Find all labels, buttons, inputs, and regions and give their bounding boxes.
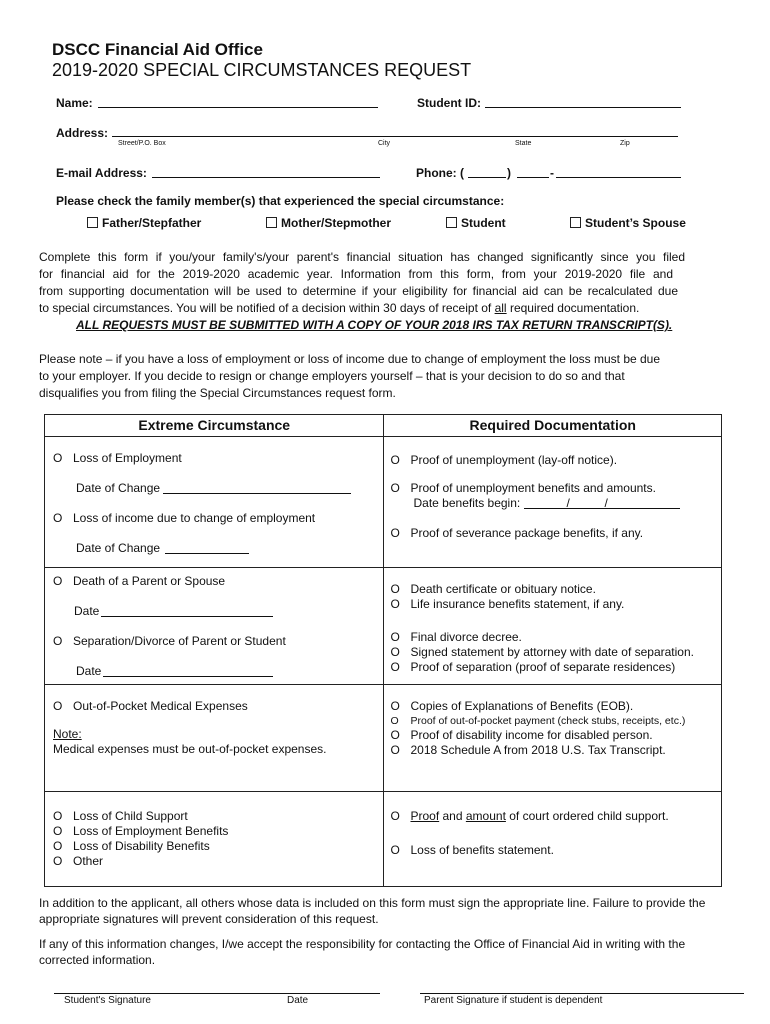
proof-benefits-item: O Proof of unemployment benefits and amounts.: [390, 481, 656, 495]
row4-right: [384, 792, 722, 887]
checkbox-icon[interactable]: [446, 217, 457, 228]
date-label: Date: [287, 995, 309, 1006]
name-field[interactable]: [98, 107, 378, 108]
name-label: Name:: [56, 96, 93, 110]
checkbox-icon[interactable]: [570, 217, 581, 228]
form-title: 2019-2020 SPECIAL CIRCUMSTANCES REQUEST: [52, 60, 472, 80]
date-of-change-2-field[interactable]: [165, 553, 249, 554]
death-certificate-item: O Death certificate or obituary notice.: [390, 582, 596, 596]
row1-left: [45, 437, 384, 568]
eob-item: O Copies of Explanations of Benefits (EOB).: [390, 699, 634, 713]
checkbox-icon[interactable]: [87, 217, 98, 228]
option-mother[interactable]: Mother/Stepmother: [266, 216, 391, 230]
email-label: E-mail Address:: [56, 166, 147, 180]
attorney-statement-item: O Signed statement by attorney with date of separation.: [390, 645, 694, 659]
student-signature-field[interactable]: [54, 993, 380, 994]
medical-expenses-option[interactable]: O Out-of-Pocket Medical Expenses: [53, 699, 248, 713]
parent-signature-field[interactable]: [420, 993, 744, 994]
row3-right: [384, 685, 722, 792]
proof-separation-item: O Proof of separation (proof of separate residences): [390, 660, 676, 674]
date-benefits-field[interactable]: [524, 508, 680, 509]
row1-right: [384, 437, 722, 568]
date-of-change-1-field[interactable]: [163, 493, 351, 494]
life-insurance-item: O Life insurance benefits statement, if any.: [390, 597, 625, 611]
note-line-2: to your employer. If you decide to resign or change employers yourself – that is your decision to do so and that: [39, 369, 625, 383]
checkbox-icon[interactable]: [266, 217, 277, 228]
phone-line-field[interactable]: [556, 177, 681, 178]
option-spouse[interactable]: Student’s Spouse: [570, 216, 686, 230]
medical-note-label: Note:: [53, 727, 82, 741]
intro-line-1: Complete this form if you/your family's/your parent's financial situation has changed significantly since you filed: [39, 250, 685, 264]
phone-paren: ): [507, 166, 511, 180]
intro-line-3: from supporting documentation will be used to determine if your eligibility for financial aid can be recalculated due: [39, 284, 678, 298]
state-hint: State: [515, 140, 532, 147]
schedule-a-item: O 2018 Schedule A from 2018 U.S. Tax Transcript.: [390, 743, 666, 757]
loss-of-income-option[interactable]: O Loss of income due to change of employment: [53, 511, 316, 525]
date-slash-1: /: [566, 496, 570, 510]
city-hint: City: [378, 140, 391, 147]
intro-line-2: for financial aid for the 2019-2020 academic year. Information from this form, from your 2019-2020 file and: [39, 267, 673, 281]
circumstances-table: [44, 414, 722, 887]
separation-date-label: Date: [76, 664, 102, 678]
loss-disability-benefits-option[interactable]: O Loss of Disability Benefits: [53, 839, 210, 853]
footer-p2-line1: If any of this information changes, I/we accept the responsibility for contacting the Office of Financial Aid in writing with the: [39, 937, 686, 951]
footer-p2-line2: corrected information.: [39, 953, 156, 967]
other-option[interactable]: O Other: [53, 854, 104, 868]
row3-left: [45, 685, 384, 792]
family-prompt: Please check the family member(s) that experienced the special circumstance:: [56, 194, 505, 208]
zip-hint: Zip: [620, 140, 630, 147]
disability-proof-item: O Proof of disability income for disabled person.: [390, 728, 653, 742]
footer-p1-line1: In addition to the applicant, all others whose data is included on this form must sign the appropriate line. Failure to provide the: [39, 896, 706, 910]
loss-child-support-option[interactable]: O Loss of Child Support: [53, 809, 188, 823]
loss-of-employment-option[interactable]: O Loss of Employment: [53, 451, 182, 465]
note-line-3: disqualifies you from filing the Special Circumstances request form.: [39, 386, 396, 400]
date-of-change-1: Date of Change: [76, 481, 161, 495]
oop-payment-item: O Proof of out-of-pocket payment (check stubs, receipts, etc.): [390, 715, 686, 727]
student-id-label: Student ID:: [417, 96, 481, 110]
option-father[interactable]: Father/Stepfather: [87, 216, 201, 230]
student-signature-label: Student's Signature: [64, 995, 151, 1006]
intro-line-4: to special circumstances. You will be notified of a decision within 30 days of receipt of all required documentation.: [39, 301, 640, 315]
child-support-proof-item: O Proof and amount of court ordered child support.: [390, 809, 669, 823]
address-label: Address:: [56, 126, 109, 140]
option-student[interactable]: Student: [446, 216, 506, 230]
office-name: DSCC Financial Aid Office: [52, 40, 263, 59]
separation-date-field[interactable]: [103, 676, 273, 677]
header-extreme-circumstance: Extreme Circumstance: [45, 415, 384, 437]
phone-label: Phone: (: [416, 166, 464, 180]
header-required-documentation: Required Documentation: [384, 415, 722, 437]
email-field[interactable]: [152, 177, 380, 178]
proof-severance-item: O Proof of severance package benefits, if any.: [390, 526, 644, 540]
proof-unemployment-item: O Proof of unemployment (lay-off notice).: [390, 453, 618, 467]
date-slash-2: /: [604, 496, 608, 510]
submission-warning: ALL REQUESTS MUST BE SUBMITTED WITH A COPY OF YOUR 2018 IRS TAX RETURN TRANSCRIPT(S).: [76, 318, 673, 332]
street-hint: Street/P.O. Box: [118, 140, 166, 147]
death-date-label: Date: [74, 604, 100, 618]
date-benefits-begin: Date benefits begin:: [413, 496, 521, 510]
row2-right: [384, 568, 722, 685]
phone-dash: -: [550, 166, 554, 180]
row2-left: [45, 568, 384, 685]
death-option[interactable]: O Death of a Parent or Spouse: [53, 574, 226, 588]
row4-left: [45, 792, 384, 887]
address-field[interactable]: [112, 136, 678, 137]
separation-option[interactable]: O Separation/Divorce of Parent or Student: [53, 634, 286, 648]
loss-benefits-statement-item: O Loss of benefits statement.: [390, 843, 554, 857]
death-date-field[interactable]: [101, 616, 273, 617]
footer-p1-line2: appropriate signatures will prevent consideration of this request.: [39, 912, 379, 926]
loss-employment-benefits-option[interactable]: O Loss of Employment Benefits: [53, 824, 229, 838]
phone-prefix-field[interactable]: [517, 177, 549, 178]
student-id-field[interactable]: [485, 107, 681, 108]
note-line-1: Please note – if you have a loss of employment or loss of income due to change of employment the loss must be due: [39, 352, 661, 366]
phone-area-field[interactable]: [468, 177, 506, 178]
date-of-change-2: Date of Change: [76, 541, 161, 555]
divorce-decree-item: O Final divorce decree.: [390, 630, 522, 644]
medical-note-text: Medical expenses must be out-of-pocket expenses.: [53, 742, 327, 756]
parent-signature-label: Parent Signature if student is dependent: [424, 995, 603, 1006]
